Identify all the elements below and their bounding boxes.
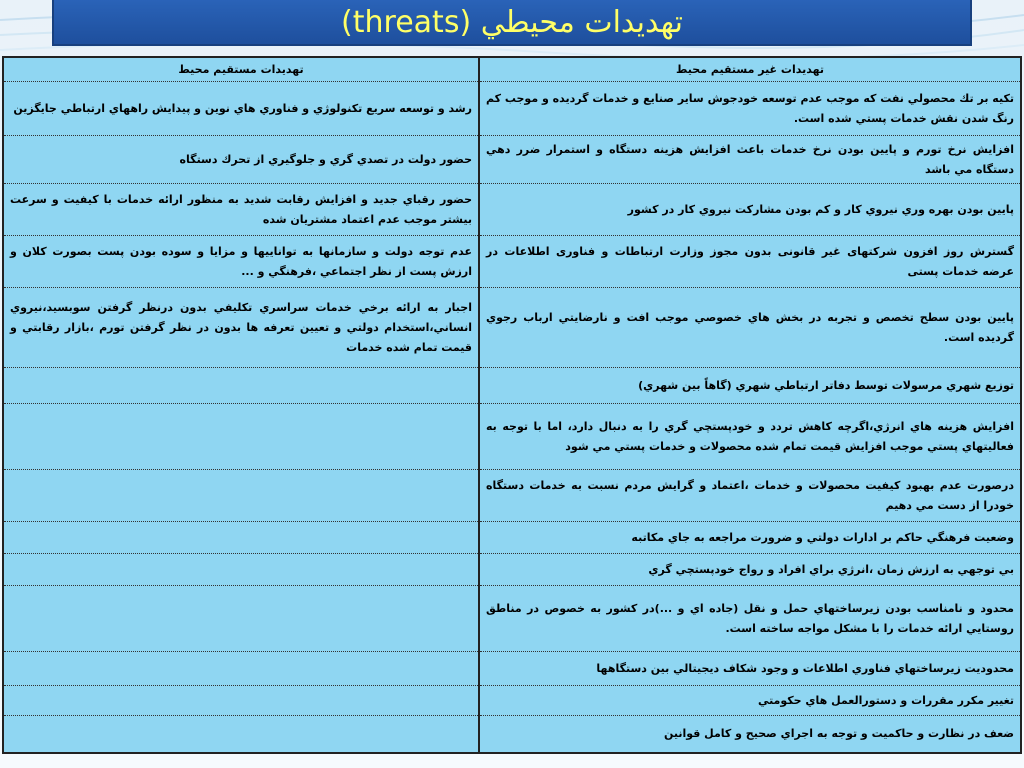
table-cell: پايين بودن بهره وري نيروي كار و كم بودن مشاركت نيروي كار در كشور (480, 184, 1020, 236)
table-cell: حضور دولت در تصدي گري و جلوگيري از تحرك دستگاه (4, 136, 478, 184)
table-cell: تغيير مكرر مقررات و دستورالعمل هاي حكومتي (480, 686, 1020, 716)
table-cell: گسترش روز افزون شركتهای غیر قانونی بدون مجوز وزارت ارتباطات و فناوری اطلاعات در عرضه خدمات پستی (480, 236, 1020, 288)
table-cell: افزايش نرخ تورم و پايين بودن نرخ خدمات باعث افزايش هزينه دستگاه و استمرار ضرر دهي دستگاه مي باشد (480, 136, 1020, 184)
table-cell (4, 716, 478, 752)
table-cell: پايين بودن سطح تخصص و تجربه در بخش هاي خصوصي موجب افت و نارضايتي ارباب رجوي گرديده است. (480, 288, 1020, 368)
table-cell (4, 686, 478, 716)
indirect-threats-header: تهديدات غير مستقيم محيط (480, 58, 1020, 82)
table-cell (4, 554, 478, 586)
table-cell (4, 522, 478, 554)
table-cell: محدود و نامناسب بودن زيرساختهاي حمل و نقل (جاده اي و ...)در كشور به خصوص در مناطق روستايي ارائه خدمات را با مشكل مواجه ساخته است. (480, 586, 1020, 652)
title-banner (52, 0, 972, 46)
table-cell: محدوديت زيرساختهاي فناوري اطلاعات و وجود شكاف ديجيتالي بين دستگاهها (480, 652, 1020, 686)
table-cell (4, 368, 478, 404)
table-cell: توزيع شهري مرسولات توسط دفاتر ارتباطي شهري (گاهاً بين شهري) (480, 368, 1020, 404)
threats-table (2, 56, 1022, 754)
direct-threats-column (4, 58, 480, 752)
indirect-threats-column (480, 58, 1020, 752)
table-cell: اجبار به ارائه برخي خدمات سراسري تكليفي بدون درنظر گرفتن سوبسيد،نيروي انساني،استخدام دولتي و تعيين تعرفه ها بدون در نظر گرفتن تورم ،بازار رقابتي و قيمت تمام شده خدمات (4, 288, 478, 368)
table-cell: وضعيت فرهنگي حاكم بر ادارات دولتي و ضرورت مراجعه به جاي مكاتبه (480, 522, 1020, 554)
table-cell: درصورت عدم بهبود كيفيت محصولات و خدمات ،اعتماد و گرايش مردم نسبت به خدمات دستگاه خودرا از دست مي دهيم (480, 470, 1020, 522)
direct-threats-header: تهديدات مستقيم محيط (4, 58, 478, 82)
table-cell: عدم توجه دولت و سازمانها به تواناييها و مزايا و سوده بودن پست بصورت كلان و ارزش پست از نظر اجتماعي ،فرهنگي و ... (4, 236, 478, 288)
table-cell (4, 586, 478, 652)
table-cell (4, 470, 478, 522)
table-cell (4, 652, 478, 686)
table-cell (4, 404, 478, 470)
table-cell: افزايش هزينه هاي انرژي،اگرچه كاهش تردد و خودپستچي گري را به دنبال دارد، اما با توجه به فعاليتهاي پستي موجب افزايش قيمت تمام شده محصولات و خدمات پستي مي شود (480, 404, 1020, 470)
table-cell: بي توجهي به ارزش زمان ،انرژي براي افراد و رواج خودپستچي گري (480, 554, 1020, 586)
slide-title: تهديدات محيطي (threats) (341, 4, 683, 40)
table-cell: حضور رقباي جديد و افزايش رقابت شديد به منظور ارائه خدمات با كيفيت و سرعت بيشتر موجب عدم اعتماد مشتريان شده (4, 184, 478, 236)
table-cell: رشد و توسعه سريع تكنولوژي و فناوري هاي نوين و پيدايش راههاي ارتباطي جايگزين (4, 82, 478, 136)
table-cell: تكيه بر تك محصولي نفت كه موجب عدم توسعه خودجوش ساير صنايع و خدمات گرديده و موجب كم رنگ شدن نقش خدمات پستي شده است. (480, 82, 1020, 136)
table-cell: ضعف در نظارت و حاكميت و توجه به اجراي صحيح و كامل قوانين (663, 727, 1014, 740)
